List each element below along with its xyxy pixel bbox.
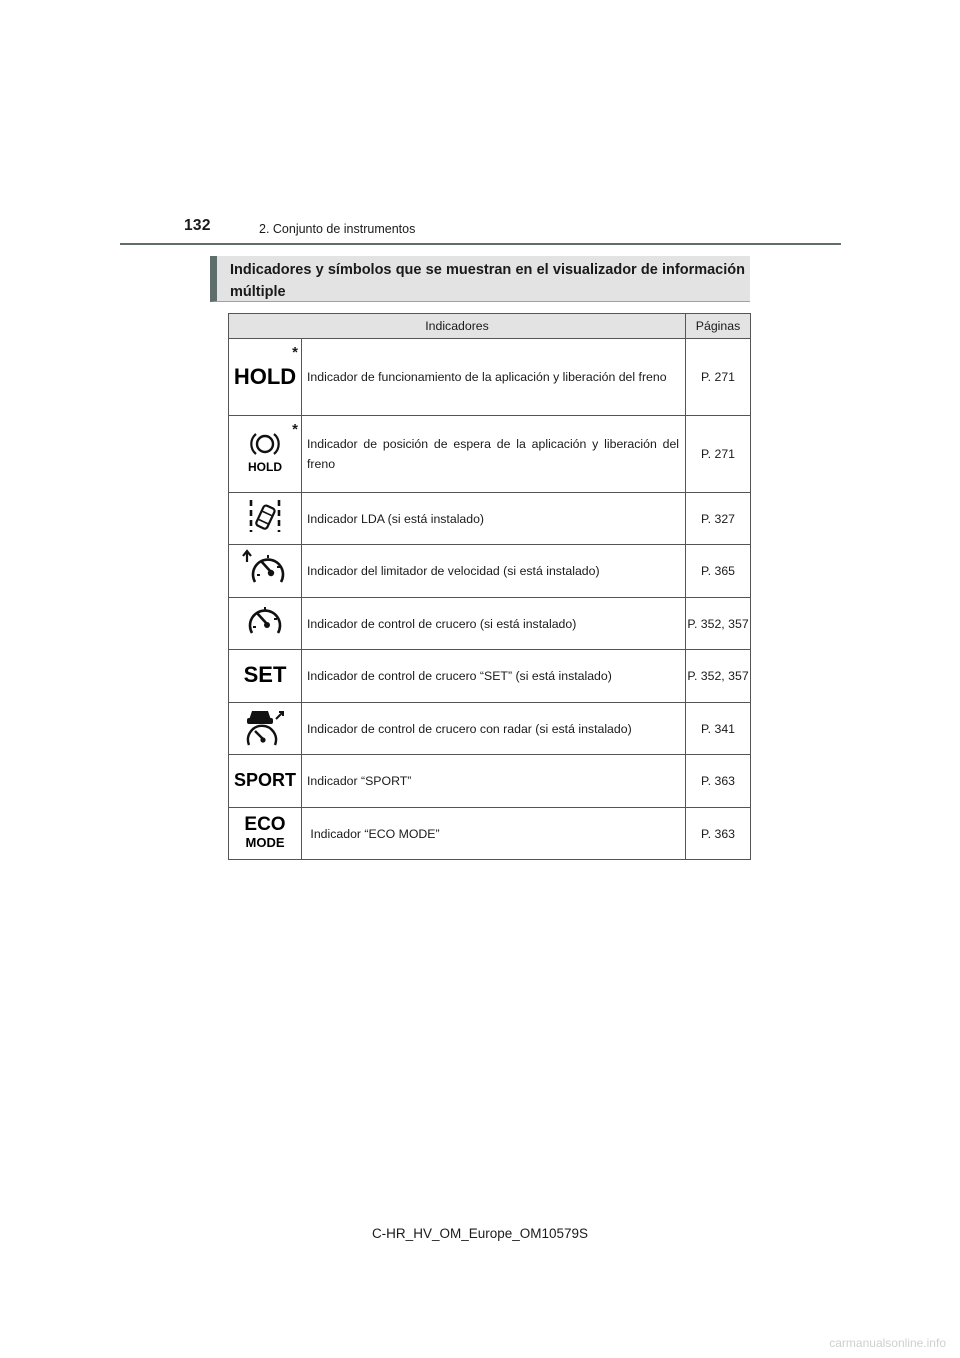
hold-icon-label: HOLD [233, 364, 297, 389]
icon-cell [229, 598, 302, 650]
section-heading [210, 256, 750, 302]
row-pages: P. 365 [686, 545, 751, 598]
speed-limiter-icon [241, 548, 289, 588]
set-icon [241, 659, 289, 687]
hold-standby-icon [243, 428, 287, 474]
icon-cell [229, 493, 302, 545]
radar-cruise-icon [241, 705, 289, 747]
row-description: Indicador de control de crucero (si está instalado) [302, 598, 686, 650]
eco-mode-icon [243, 811, 287, 851]
table-row [229, 650, 751, 703]
row-pages: P. 327 [686, 493, 751, 545]
row-description: Indicador de control de crucero “SET” (si está instalado) [302, 650, 686, 703]
table-row [229, 808, 751, 860]
icon-cell [229, 416, 302, 493]
table-row [229, 755, 751, 808]
row-description: Indicador del limitador de velocidad (si está instalado) [302, 545, 686, 598]
indicators-table [228, 313, 751, 860]
table-row [229, 545, 751, 598]
icon-cell [229, 808, 302, 860]
column-header-indicators: Indicadores [229, 314, 686, 339]
row-pages: P. 341 [686, 703, 751, 755]
row-pages: P. 271 [686, 339, 751, 416]
page-number: 132 [184, 217, 211, 234]
header-divider [120, 243, 841, 245]
row-description: Indicador “SPORT” [302, 755, 686, 808]
row-pages: P. 352, 357 [686, 598, 751, 650]
hold-small-label: HOLD [248, 460, 282, 474]
document-code: C-HR_HV_OM_Europe_OM10579S [371, 1226, 589, 1241]
table-row [229, 598, 751, 650]
row-description: Indicador de control de crucero con radar (si está instalado) [302, 703, 686, 755]
row-description: Indicador “ECO MODE” [302, 808, 686, 860]
icon-cell [229, 339, 302, 416]
row-pages: P. 363 [686, 755, 751, 808]
table-row [229, 339, 751, 416]
set-icon-label: SET [243, 662, 287, 687]
row-description: Indicador LDA (si está instalado) [302, 493, 686, 545]
row-pages: P. 271 [686, 416, 751, 493]
row-description: Indicador de funcionamiento de la aplicación y liberación del freno [302, 339, 686, 416]
row-pages: P. 352, 357 [686, 650, 751, 703]
row-description: Indicador de posición de espera de la aplicación y liberación del freno [302, 416, 686, 493]
table-row [229, 703, 751, 755]
note-mark: * [292, 344, 298, 361]
sport-icon-label: SPORT [233, 770, 297, 790]
row-pages: P. 363 [686, 808, 751, 860]
icon-cell [229, 703, 302, 755]
note-mark: * [292, 421, 298, 438]
mode-icon-label: MODE [245, 834, 285, 850]
chapter-title: 2. Conjunto de instrumentos [259, 222, 416, 236]
table-header-row [229, 314, 751, 339]
cruise-control-icon [245, 603, 285, 639]
section-heading-text: Indicadores y símbolos que se muestran en el visualizador de información múltiple [230, 262, 745, 300]
sport-icon [233, 765, 297, 791]
hold-icon [233, 359, 297, 389]
table-row [229, 416, 751, 493]
eco-icon-label: ECO [244, 813, 286, 835]
icon-cell [229, 650, 302, 703]
icon-cell [229, 755, 302, 808]
table-row [229, 493, 751, 545]
icon-cell [229, 545, 302, 598]
watermark: carmanualsonline.info [829, 1336, 946, 1350]
column-header-pages: Páginas [686, 314, 751, 339]
lda-icon [245, 496, 285, 536]
